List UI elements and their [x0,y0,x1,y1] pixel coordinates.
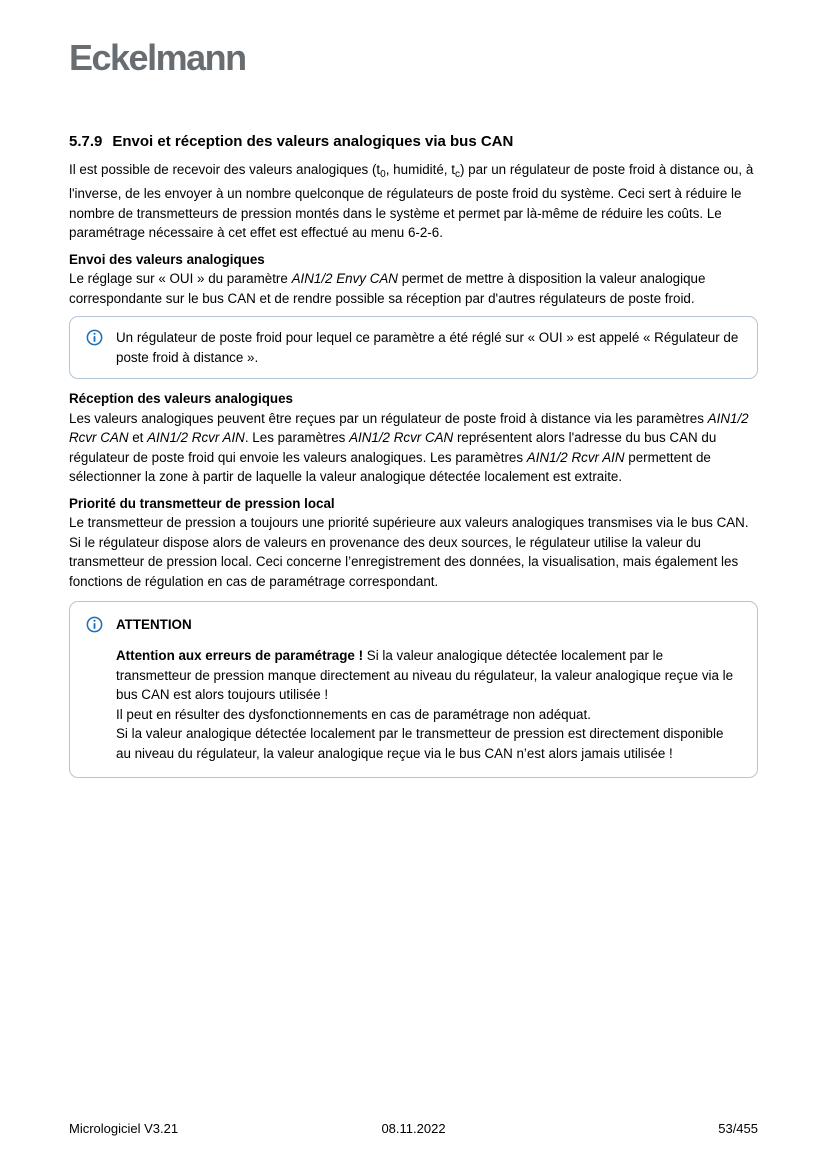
section-number: 5.7.9 [69,133,103,150]
attention-header [84,616,743,633]
subheading-envoi: Envoi des valeurs analogiques [69,251,265,267]
note-text: Un régulateur de poste froid pour lequel ce paramètre a été réglé sur « OUI » est appelé « Régulateur de poste froid à distance ». [116,330,739,365]
attention-title: ATTENTION [116,617,192,633]
reception-paragraph: Les valeurs analogiques peuvent être reçues par un régulateur de poste froid à distance via les paramètres AIN1/2 Rcvr CAN et AIN1/2 Rcvr AIN. Les paramètres AIN1/2 Rcvr CAN représentent alors l'adresse du bus CAN du régulateur de poste froid qui envoie les valeurs analogiques. Les paramètres AIN1/2 Rcvr AIN permettent de sélectionner la zone à partir de laquelle la valeur analogique détectée localement est extraite. [69,410,749,485]
eckelmann-logo: Eckelmann [69,37,246,78]
priorite-paragraph: Le transmetteur de pression a toujours une priorité supérieure aux valeurs analogiques transmises via le bus CAN. Si le régulateur dispose alors de valeurs en provenance des deux sources, le régulateur utilise la valeur du transmetteur de pression local. Ceci concerne l’enregistrement des données, la visualisation, mais également les fonctions de régulation en cas de paramétrage correspondant. [69,515,749,589]
info-icon [86,616,103,633]
info-icon [86,329,103,346]
info-note-box [69,316,758,379]
section-heading [69,132,758,151]
page-footer [69,1119,758,1139]
page-content [69,0,758,788]
intro-paragraph: Il est possible de recevoir des valeurs analogiques ($t_0$, humidité, $t_c$) par un régulateur de poste froid à distance ou, à l'inverse, de les envoyer à un nombre quelconque de régulateurs de poste froid du système. Ceci sert à réduire le nombre de transmetteurs de pression montés dans le système et permet par là-même de réduire les coûts. Le paramétrage nécessaire à cet effet est effectué au menu 6-2-6. [69,162,754,241]
footer-firmware-version: Micrologiciel V3.21 [69,1121,179,1136]
envoi-paragraph: Le réglage sur « OUI » du paramètre AIN1/2 Envy CAN permet de mettre à disposition la valeur analogique correspondante sur le bus CAN et de rendre possible sa réception par d'autres régulateurs de poste froid. [69,271,706,306]
footer-date: 08.11.2022 [381,1121,446,1136]
section-title: Envoi et réception des valeurs analogiques via bus CAN [112,133,514,150]
subheading-reception: Réception des valeurs analogiques [69,391,293,407]
subheading-priorite: Priorité du transmetteur de pression local [69,495,335,511]
footer-page-number: 53/455 [718,1121,758,1136]
attention-body: Attention aux erreurs de paramétrage ! Si la valeur analogique détectée localement par le transmetteur de pression manque directement au niveau du régulateur, la valeur analogique reçue via le bus CAN est alors toujours utilisée ! Il peut en résulter des dysfonctionnements en cas de paramétrage non adéquat. Si la valeur analogique détectée localement par le transmetteur de pression est directement disponible au niveau du régulateur, la valeur analogique reçue via le bus CAN n’est alors jamais utilisée ! [116,648,734,761]
attention-box [69,601,758,778]
